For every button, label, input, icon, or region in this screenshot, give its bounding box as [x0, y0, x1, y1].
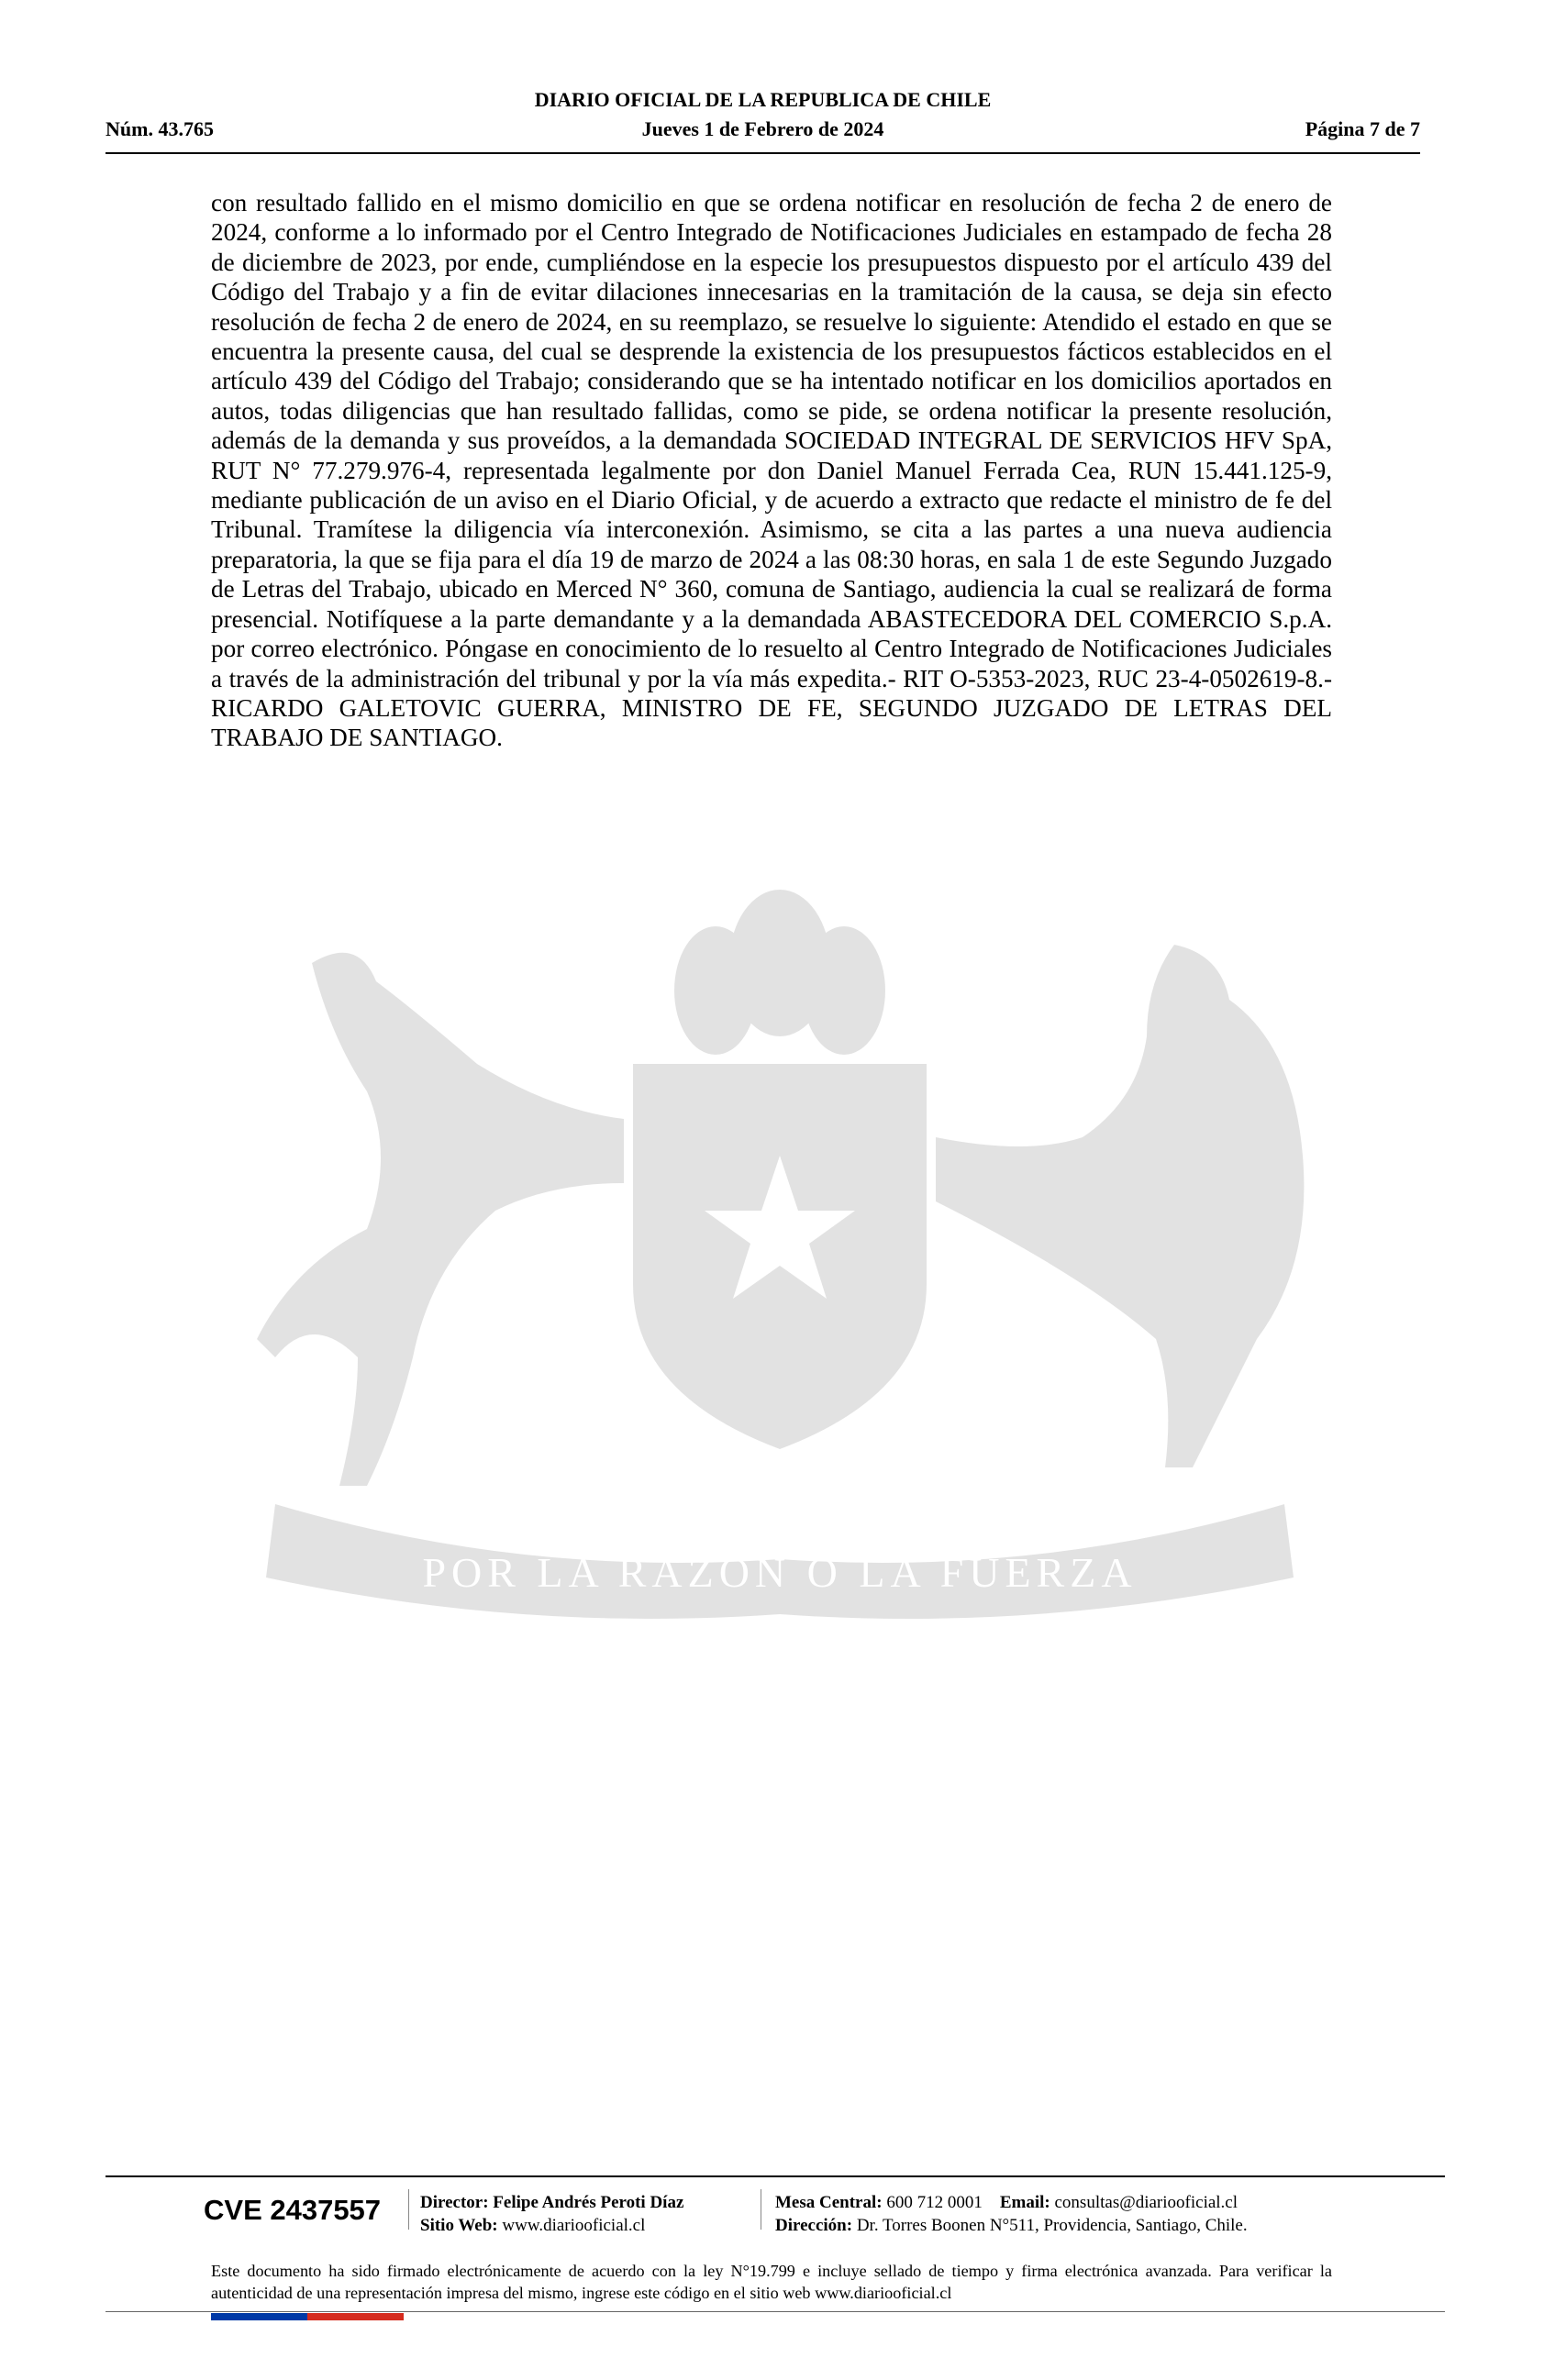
footer-director-block — [420, 2191, 683, 2237]
director-name: Felipe Andrés Peroti Díaz — [493, 2193, 684, 2212]
huemul-icon — [257, 953, 624, 1486]
coat-of-arms-watermark — [202, 880, 1358, 1633]
cve-code: CVE 2437557 — [204, 2194, 382, 2226]
phone-number: 600 712 0001 — [886, 2193, 983, 2212]
plumes-icon — [674, 890, 885, 1055]
flag-color-bar — [211, 2313, 404, 2320]
condor-icon — [936, 945, 1304, 1467]
website-link[interactable]: www.diariooficial.cl — [502, 2216, 646, 2235]
flag-red-segment — [307, 2313, 404, 2320]
phone-label: Mesa Central: — [775, 2193, 883, 2212]
issue-number: Núm. 43.765 — [106, 117, 214, 140]
email-address[interactable]: consultas@diariooficial.cl — [1054, 2193, 1238, 2212]
footer-contact-block — [775, 2191, 1248, 2237]
page-number: Página 7 de 7 — [1305, 117, 1420, 140]
flag-blue-segment — [211, 2313, 307, 2320]
newspaper-title: DIARIO OFICIAL DE LA REPUBLICA DE CHILE — [534, 88, 992, 111]
footer-bottom-rule — [106, 2311, 1445, 2312]
website-label: Sitio Web: — [420, 2216, 498, 2235]
address-value: Dr. Torres Boonen N°511, Providencia, Santiago, Chile. — [856, 2216, 1248, 2235]
issue-date: Jueves 1 de Febrero de 2024 — [641, 117, 884, 140]
director-label: Director: — [420, 2193, 489, 2212]
resolution-text: con resultado fallido en el mismo domicilio en que se ordena notificar en resolución de fecha 2 de enero de 2024, conforme a lo informado por el Centro Integrado de Notificaciones Judiciales en estampado de fecha 28 de diciembre de 2023, por ende, cumpliéndose en la especie los presupuestos dispuesto por el artículo 439 del Código del Trabajo y a fin de evitar dilaciones innecesarias en la tramitación de la causa, se deja sin efecto resolución de fecha 2 de enero de 2024, en su reemplazo, se resuelve lo siguiente: Atendido el estado en que se encuentra la presente causa, del cual se desprende la existencia de los presupuestos fácticos establecidos en el artículo 439 del Código del Trabajo; considerando que se ha intentado notificar en los domicilios aportados en autos, todas diligencias que han resultado fallidas, como se pide, se ordena notificar la presente resolución, además de la demanda y sus proveídos, a la demandada SOCIEDAD INTEGRAL DE SERVICIOS HFV SpA, RUT N° 77.279.976-4, representada legalmente por don Daniel Manuel Ferrada Cea, RUN 15.441.125-9, mediante publicación de un aviso en el Diario Oficial, y de acuerdo a extracto que redacte el ministro de fe del Tribunal. Tramítese la diligencia vía interconexión. Asimismo, se cita a las partes a una nueva audiencia preparatoria, la que se fija para el día 19 de marzo de 2024 a las 08:30 horas, en sala 1 de este Segundo Juzgado de Letras del Trabajo, ubicado en Merced N° 360, comuna de Santiago, audiencia la cual se realizará de forma presencial. Notifíquese a la parte demandante y a la demandada ABASTECEDORA DEL COMERCIO S.p.A. por correo electrónico. Póngase en conocimiento de lo resuelto al Centro Integrado de Notificaciones Judiciales a través de la administración del tribunal y por la vía más expedita.- RIT O-5353-2023, RUC 23-4-0502619-8.- RICARDO GALETOVIC GUERRA, MINISTRO DE FE, SEGUNDO JUZGADO DE LETRAS DEL TRABAJO DE SANTIAGO. — [211, 189, 1332, 752]
footer-divider — [408, 2189, 409, 2230]
page-footer — [106, 2175, 1445, 2302]
electronic-signature-notice: Este documento ha sido firmado electrónicamente de acuerdo con la ley N°19.799 e incluye sellado de tiempo y firma electrónica avanzada. Para verificar la autenticidad de una representación impresa del mismo, ingrese este código en el sitio web www.diariooficial.cl — [211, 2262, 1332, 2302]
motto-text: POR LA RAZON O LA FUERZA — [422, 1549, 1138, 1596]
page-header — [106, 88, 1420, 154]
address-label: Dirección: — [775, 2216, 853, 2235]
email-label: Email: — [999, 2193, 1050, 2212]
